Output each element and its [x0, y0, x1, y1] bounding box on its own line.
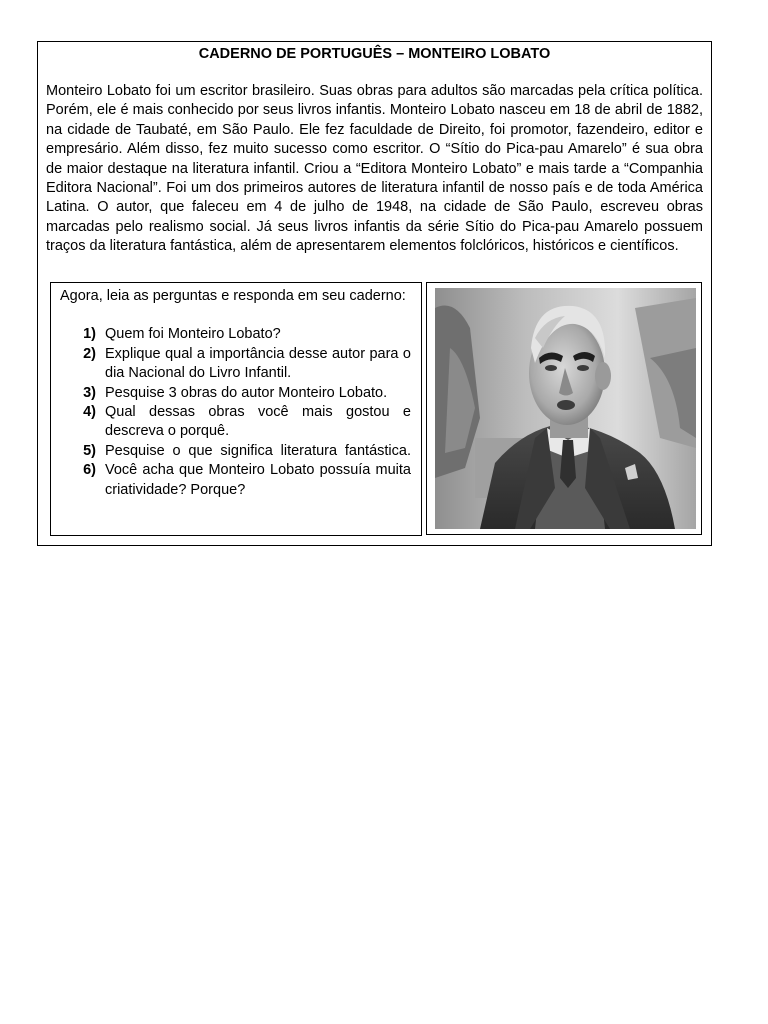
photo-frame [426, 282, 702, 535]
question-item [51, 384, 411, 403]
question-text: Pesquise o que significa literatura fantástica. [105, 442, 411, 459]
portrait-illustration [435, 288, 696, 529]
question-number: 5) [83, 442, 96, 459]
question-text: Explique qual a importância desse autor para o dia Nacional do Livro Infantil. [105, 345, 411, 382]
biography-paragraph: Monteiro Lobato foi um escritor brasileiro. Suas obras para adultos são marcadas pela crítica política. Porém, ele é mais conhecido por seus livros infantis. Monteiro Lobato nasceu em 18 de abril de 1882, na cidade de Taubaté, em São Paulo. Ele fez faculdade de Direito, foi promotor, fazendeiro, editor e empresário. Além disso, fez muito sucesso como escritor. O “Sítio do Pica-pau Amarelo” é sua obra de maior destaque na literatura infantil. Criou a “Editora Monteiro Lobato” e mais tarde a “Companhia Editora Nacional”. Foi um dos primeiros autores de literatura infantil de nosso país e de toda América Latina. O autor, que faleceu em 4 de julho de 1948, na cidade de São Paulo, escreveu obras marcadas pelo realismo social. Já seus livros infantis da série Sítio do Pica-pau Amarelo possuem traços da literatura fantástica, além de apresentarem elementos folclóricos, históricos e científicos. [46, 83, 703, 255]
question-item [51, 442, 411, 461]
question-item [51, 345, 411, 384]
question-text: Você acha que Monteiro Lobato possuía muita criatividade? Porque? [105, 462, 411, 498]
questions-box [50, 282, 422, 536]
question-item [51, 461, 411, 500]
question-text: Quem foi Monteiro Lobato? [105, 326, 281, 343]
questions-intro: Agora, leia as perguntas e responda em seu caderno: [60, 288, 406, 304]
question-item [51, 325, 411, 344]
question-text: Pesquise 3 obras do autor Monteiro Lobato. [105, 384, 388, 401]
question-number: 1) [83, 326, 96, 343]
worksheet-box [37, 41, 712, 546]
question-number: 6) [83, 462, 96, 479]
worksheet-title: CADERNO DE PORTUGUÊS – MONTEIRO LOBATO [198, 46, 551, 62]
author-portrait-photo [435, 288, 696, 529]
questions-list [51, 325, 411, 500]
question-number: 4) [83, 404, 96, 421]
question-number: 3) [83, 384, 96, 401]
question-number: 2) [83, 345, 96, 362]
question-item [51, 403, 411, 442]
question-text: Qual dessas obras você mais gostou e descreva o porquê. [105, 404, 411, 440]
